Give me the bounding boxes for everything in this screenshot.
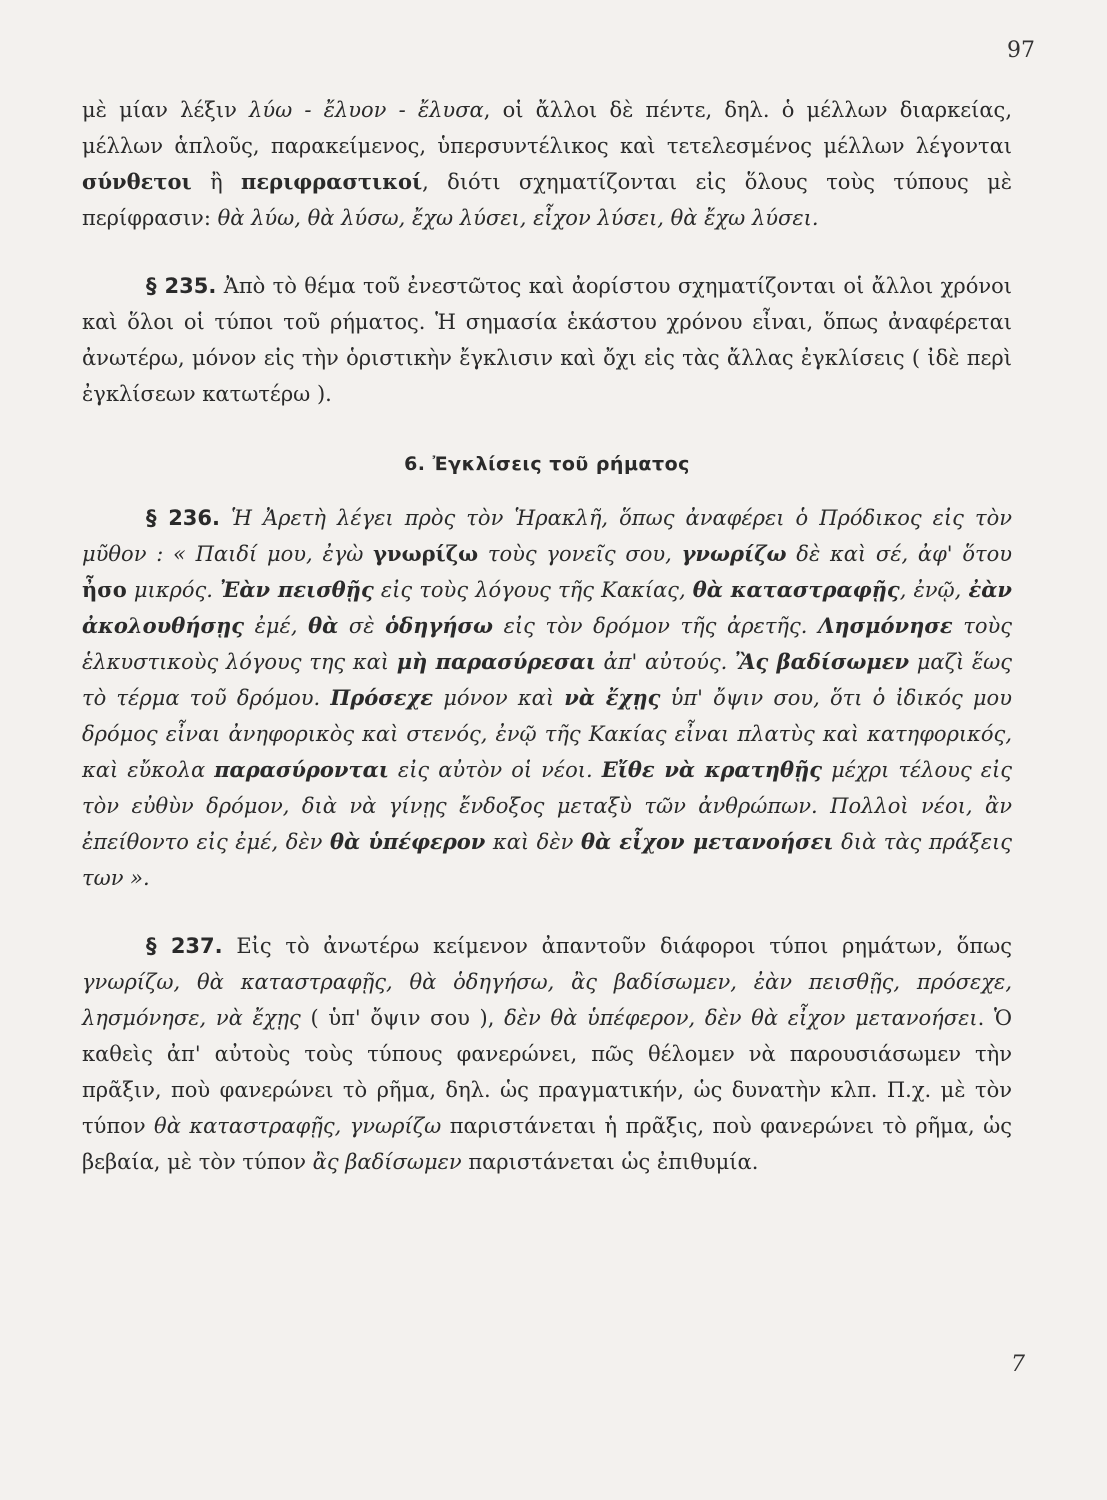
page-body [82,92,1012,1180]
term-periphrastic: περιφραστικοί [241,169,423,194]
verb-form: θὰ εἶχον μετανοήσει [580,829,834,854]
text-run: μαζὶ ἕως τὸ τέρμα τοῦ δρόμου. [82,650,1013,710]
text-run: , οἱ ἄλλοι δὲ πέντε, δηλ. ὁ μέλλων διαρκείας, μέλλων ἁπλοῦς, παρακείμενος, ὑπερσυντέλικος καὶ τετελεσμένος μέλλων λέγονται [82,98,1012,158]
text-run: , διότι σχηματίζονται εἰς ὅλους τοὺς τύπους μὲ περίφρασιν: [82,170,1013,230]
text-run: τοὺς ἑλκυστικοὺς λόγους της καὶ [82,614,1012,674]
text-run: παριστάνεται ὡς ἐπιθυμία. [461,1150,759,1174]
verb-form: ὁδηγήσω [385,613,494,638]
section-heading: 6. Ἐγκλίσεις τοῦ ρήματος [404,453,690,475]
verb-form: Ἐὰν πεισθῇς [220,577,374,602]
paragraph-236 [82,500,1012,896]
example-forms: λύω - ἔλυον - ἔλυσα [249,98,484,122]
text-run: δὲ καὶ σέ, ἀφ' ὅτου [786,542,1012,566]
text-run: διὰ τὰς πράξεις των ». [82,830,1012,890]
verb-form: ἐὰν ἀκολουθήσῃς [82,577,1012,638]
text-run: εἰς αὐτὸν οἱ νέοι. [388,758,602,782]
text-run: μικρός. [126,578,221,602]
verb-form: μὴ παρασύρεσαι [396,649,596,674]
text-run: ( ὑπ' ὄψιν σου ), [300,1006,505,1030]
example-forms: ἂς βαδίσωμεν [312,1150,462,1174]
verb-form: νὰ ἔχῃς [564,685,661,710]
verb-form: Πρόσεχε [330,685,434,710]
term-compound: σύνθετοι [82,169,192,194]
verb-form: Εἴθε νὰ κρατηθῇς [601,757,823,782]
paragraph-intro [82,92,1012,236]
text-run: ἢ [191,170,242,194]
section-number: § 237. [146,934,223,958]
text-run: ὑπ' ὄψιν σου, ὅτι ὁ ἰδικός μου δρόμος εἶναι ἀνηφορικὸς καὶ στενός, ἐνῷ τῆς Κακίας εἶναι πλατὺς καὶ κατηφορικός, καὶ εὔκολα [82,686,1012,782]
example-periphrasis: θὰ λύω, θὰ λύσω, ἔχω λύσει, εἶχον λύσει, θὰ ἔχω λύσει. [217,206,819,230]
verb-form: ἦσο [82,577,127,602]
signature-mark: 7 [1011,1352,1025,1377]
text-run: ἐμέ, [244,614,309,638]
text-run: σὲ [338,614,386,638]
example-forms: γνωρίζω, θὰ καταστραφῇς, θὰ ὁδηγήσω, ἂς βαδίσωμεν, ἐὰν πεισθῇς, πρόσεχε, λησμόνησε, νὰ ἔχῃς [82,970,1012,1030]
text-run: εἰς τὸν δρόμον τῆς ἀρετῆς. [493,614,819,638]
text-run: καὶ δὲν [485,830,581,854]
text-run: , ἐνῷ, [899,578,969,602]
text-run: παριστάνεται ἡ πρᾶξις, ποὺ φανερώνει τὸ ρῆμα, ὡς βεβαία, μὲ τὸν τύπον [82,1114,1013,1174]
text-run: Ἀπὸ τὸ θέμα τοῦ ἐνεστῶτος καὶ ἀορίστου σχηματίζονται οἱ ἄλλοι χρόνοι καὶ ὅλοι οἱ τύποι τοῦ ρήματος. Ἡ σημασία ἑκάστου χρόνου εἶναι, ὅπως ἀναφέρεται ἀνωτέρω, μόνον εἰς τὴν ὁριστικὴν ἔγκλισιν καὶ ὄχι εἰς τὰς ἄλλας ἐγκλίσεις ( ἰδὲ περὶ ἐγκλίσεων κατωτέρω ). [82,274,1013,406]
text-run: Ἡ Ἀρετὴ λέγει πρὸς τὸν Ἡρακλῆ, ὅπως ἀναφέρει ὁ Πρόδικος εἰς τὸν μῦθον : « Παιδί μου, ἐγὼ [82,506,1013,566]
section-number: § 235. [146,274,217,298]
text-run: Εἰς τὸ ἀνωτέρω κείμενον ἀπαντοῦν διάφοροι τύποι ρημάτων, ὅπως [222,934,1013,958]
verb-form: Λησμόνησε [818,613,953,638]
verb-form: γνωρίζω [373,541,479,566]
paragraph-235 [82,268,1012,412]
verb-form: θὰ καταστραφῇς [692,577,900,602]
paragraph-237 [82,928,1012,1180]
page-number: 97 [1007,38,1035,63]
text-run: μέχρι τέλους εἰς τὸν εὐθὺν δρόμον, διὰ νὰ γίνῃς ἔνδοξος μεταξὺ τῶν ἀνθρώπων. Πολλοὶ νέοι, ἂν ἐπείθοντο εἰς ἐμέ, δὲν [82,758,1012,854]
verb-form: παρασύρονται [214,757,389,782]
text-run: μὲ μίαν λέξιν [82,98,250,122]
verb-form: θὰ ὑπέφερον [329,829,486,854]
text-run: . Ὁ καθεὶς ἀπ' αὐτοὺς τοὺς τύπους φανερώνει, πῶς θέλομεν νὰ παρουσιάσωμεν τὴν πρᾶξιν, ποὺ φανερώνει τὸ ρῆμα, δηλ. ὡς πραγματικήν, ὡς δυνατὴν κλπ. Π.χ. μὲ τὸν τύπον [82,1006,1013,1138]
verb-form: θὰ [308,613,339,638]
example-forms: θὰ καταστραφῇς, γνωρίζω [154,1114,442,1138]
text-run: ἀπ' αὐτούς. [595,650,736,674]
section-number: § 236. [146,506,221,530]
verb-form: γνωρίζω [681,541,787,566]
text-run: μόνον καὶ [433,686,565,710]
verb-form: Ἂς βαδίσωμεν [735,649,910,674]
text-run: εἰς τοὺς λόγους τῆς Κακίας, [373,578,693,602]
example-forms: δὲν θὰ ὑπέφερον, δὲν θὰ εἶχον μετανοήσει [504,1006,978,1030]
text-run: τοὺς γονεῖς σου, [478,542,682,566]
